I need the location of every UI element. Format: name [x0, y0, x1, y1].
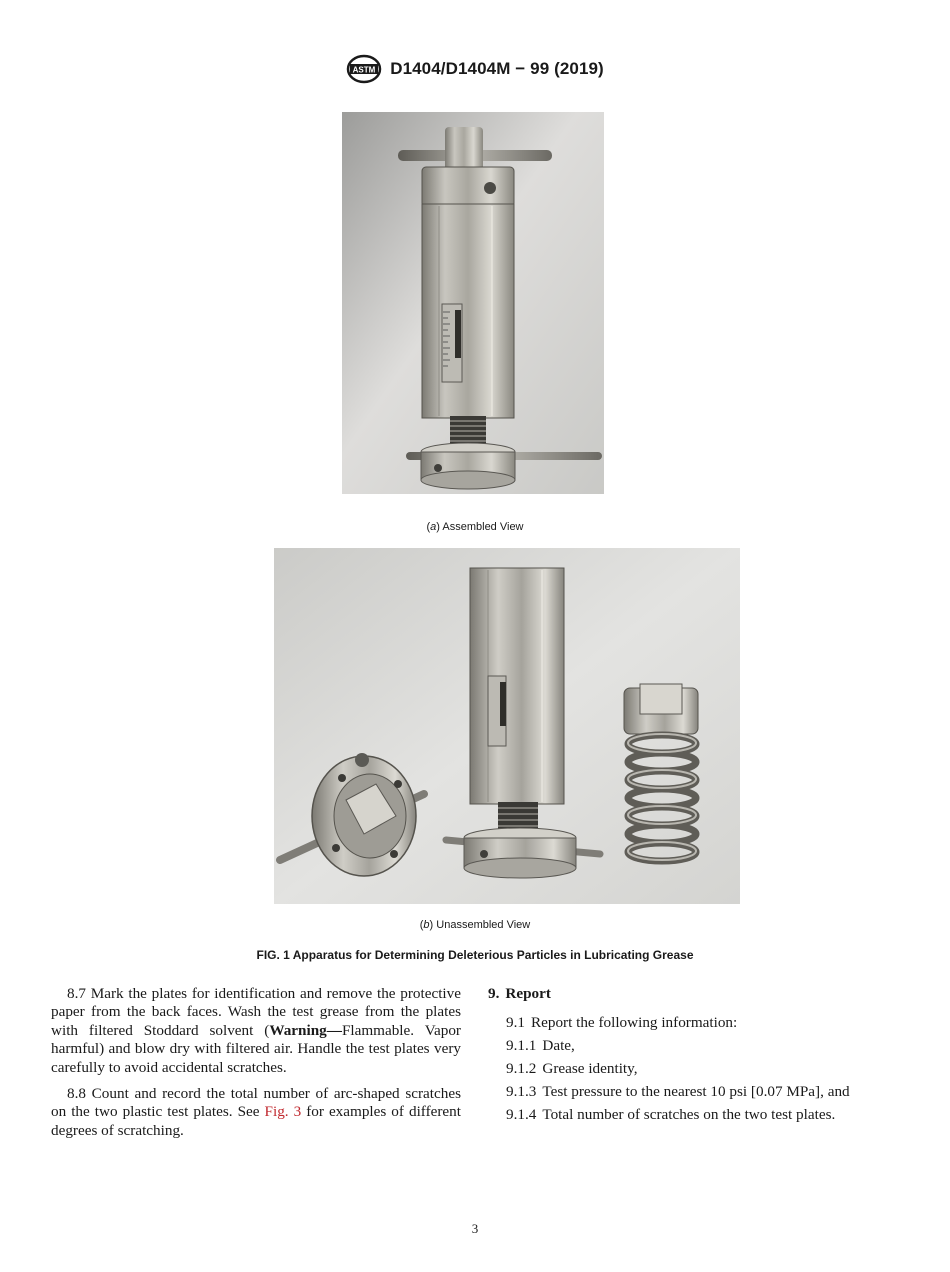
caption-unassembled-view: (b) Unassembled View [419, 919, 531, 931]
page-header [0, 52, 950, 86]
item-text: Report the following information: [530, 1014, 738, 1032]
paragraph-8-7 [51, 985, 461, 1077]
item-number: 9.1.3 [506, 1083, 537, 1101]
item-text: Date, [542, 1037, 575, 1055]
page-number: 3 [471, 1221, 479, 1236]
fig-3-link[interactable]: Fig. 3 [264, 1103, 302, 1121]
p87-text-b: Flammable. Vapor harmful) and blow dry with filtered air. Handle the test plates very carefully to avoid accidental scratches. [51, 1021, 461, 1076]
p88-text-a: 8.8 Count and record the total number of arc-shaped scratches on the two plastic test plates. See [51, 1085, 461, 1121]
logo-text: ASTM [352, 65, 376, 75]
left-column [51, 985, 461, 1148]
p87-text-a: 8.7 Mark the plates for identification and remove the protective paper from the back faces. Wash the test grease from the plates with filtered Stoddard solvent ( [51, 985, 461, 1039]
item-text: Grease identity, [542, 1060, 638, 1078]
paragraph-8-8 [51, 1085, 461, 1140]
section-title: Report [505, 985, 551, 1002]
item-text: Total number of scratches on the two test plates. [542, 1106, 836, 1124]
list-item [506, 1060, 908, 1078]
p88-text-b: for examples of different degrees of scratching. [51, 1103, 461, 1139]
caption-a-letter: a [430, 521, 437, 533]
section-number: 9. [488, 985, 500, 1002]
assembled-view-photo [342, 112, 604, 494]
item-number: 9.1.1 [506, 1037, 537, 1055]
figure-caption: FIG. 1 Apparatus for Determining Deleterious Particles in Lubricating Grease [256, 948, 694, 962]
list-item [506, 1014, 908, 1032]
right-column [488, 985, 908, 1129]
astm-logo-icon [346, 54, 382, 84]
document-title: D1404/D1404M − 99 (2019) [390, 59, 604, 78]
item-number: 9.1.2 [506, 1060, 537, 1078]
unassembled-view-photo [274, 548, 740, 904]
p87-warning: Warning— [269, 1021, 342, 1039]
caption-assembled-view: (a) Assembled View [426, 521, 524, 533]
caption-a-text: Assembled View [439, 521, 524, 533]
item-text: Test pressure to the nearest 10 psi [0.07 MPa], and [542, 1083, 850, 1101]
list-item [506, 1083, 908, 1101]
list-item [506, 1037, 908, 1055]
caption-b-text: Unassembled View [433, 919, 531, 931]
caption-b-letter: b [423, 919, 430, 931]
list-item [506, 1106, 908, 1124]
item-number: 9.1 [506, 1014, 525, 1032]
item-number: 9.1.4 [506, 1106, 537, 1124]
section-heading-report [488, 985, 908, 1003]
